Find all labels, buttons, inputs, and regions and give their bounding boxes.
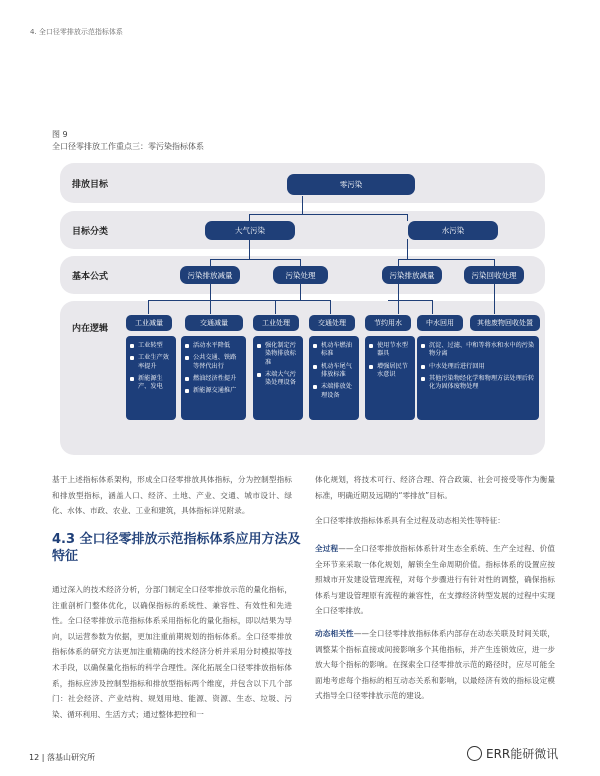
node-water-pollution: 水污染 xyxy=(408,221,498,240)
logic-water-saving: 节约用水 xyxy=(365,315,411,331)
band-label: 目标分类 xyxy=(72,227,109,237)
list-item: 机动车尾气排放标准 xyxy=(313,363,355,380)
panel-reclaimed-water xyxy=(417,336,539,420)
section-heading: 4.3 全口径零排放示范指标体系应用方法及特征 xyxy=(52,532,301,564)
figure-title: 全口径零排放工作重点三：零污染指标体系 xyxy=(52,142,204,151)
list-item: 机动车燃油标准 xyxy=(313,342,355,359)
band-label: 排放目标 xyxy=(72,180,109,190)
pollution-indicator-diagram xyxy=(60,163,545,455)
paragraph-text: ——全口径零排放指标体系内部存在动态关联及时间关联，调整某个指标直接或间接影响多个其他指标，并产生连锁效应，进一步放大每个指标的影响。在探索全口径零排放示范的路径时，应尽可能全面地考虑每个指标的相互动态关系和影响，以最经济有效的指标设定模式指导全口径零排放示范的建设。 xyxy=(315,629,556,701)
list-item: 新能源交通推广 xyxy=(185,387,242,395)
list-item: 活动水平降低 xyxy=(185,342,242,350)
logic-transport-reduction: 交通减量 xyxy=(185,315,243,331)
list-item: 强化制定污染物排放标准 xyxy=(257,342,299,367)
logic-industry-treatment: 工业处理 xyxy=(253,315,299,331)
watermark xyxy=(467,745,558,762)
logic-reclaimed-water: 中水回用 xyxy=(417,315,463,331)
panel-water-saving xyxy=(365,336,415,420)
node-water-emission-reduction: 污染排放减量 xyxy=(382,266,442,284)
right-paragraph-3 xyxy=(315,541,555,619)
node-water-recycling: 污染回收处理 xyxy=(464,266,524,284)
list-item: 燃油经济性提升 xyxy=(185,375,242,383)
node-zero-pollution: 零污染 xyxy=(287,174,415,195)
node-air-pollution: 大气污染 xyxy=(205,221,295,240)
paragraph-text: ——全口径零排放指标体系针对生态全系统、生产全过程、价值全环节来采取一体化规划，解锁全生命周期价值。指标体系的设置应按照城市开发建设管理流程，对每个步骤进行有针对性的调整，确保指标体系与建设管理原有流程的兼容性，在支撑经济转型发展的过程中实现全口径零排放。 xyxy=(315,544,556,616)
list-item: 工业转型 xyxy=(130,342,172,350)
list-item: 沉淀、过滤、中和等将水和水中的污染物分离 xyxy=(421,342,535,359)
list-item: 末端排放处理设备 xyxy=(313,383,355,400)
term-full-process: 全过程 xyxy=(315,544,339,553)
left-paragraph-1: 基于上述指标体系架构，形成全口径零排放具体指标，分为控制型指标和排放型指标，涵盖人口、经济、土地、产业、交通、城市设计、绿化、水体、市政、农业、工业和建筑，具体指标详见附录。 xyxy=(52,475,292,516)
band-label: 基本公式 xyxy=(72,272,109,282)
list-item: 使用节水型器具 xyxy=(369,342,411,359)
list-item: 增强居民节水意识 xyxy=(369,363,411,380)
node-air-emission-reduction: 污染排放减量 xyxy=(180,266,240,284)
page-footer: 12 | 落基山研究所 xyxy=(29,753,95,762)
wechat-icon xyxy=(467,746,482,761)
list-item: 工业生产效率提升 xyxy=(130,354,172,371)
watermark-text: ERR能研微讯 xyxy=(486,747,559,761)
running-header: 4. 全口径零排放示范指标体系 xyxy=(30,28,123,36)
panel-industry-treatment xyxy=(253,336,303,420)
right-paragraph-4 xyxy=(315,626,555,704)
logic-transport-treatment: 交通处理 xyxy=(309,315,355,331)
logic-industry-reduction: 工业减量 xyxy=(126,315,172,331)
right-paragraph-1: 体化规划，将技术可行、经济合理、符合政策、社会可接受等作为衡量标准，明确近期及远期的“零排放”目标。 xyxy=(315,475,555,500)
band-label: 内在逻辑 xyxy=(72,324,109,334)
panel-transport-treatment xyxy=(309,336,359,420)
term-dynamic-correlation: 动态相关性 xyxy=(315,629,354,638)
list-item: 其他污染物经化学和物理方法处理后转化为固体废物处理 xyxy=(421,375,535,392)
left-paragraph-2: 通过深入的技术经济分析，分部门制定全口径零排放示范的量化指标，注重剖析门整体优化，以确保指标的系统性、兼容性、有效性和先进性。全口径零排放示范指标体系采用指标化的量化指标，即以结果为导向，以运营参数为依据，更加注重前期规划的指标体系。全口径零排放指标体系的研究方法更加注重精确的技术经济分析并采用分时模拟等技术手段，以确保量化指标的科学合理性。深化拓展全口径零排放指标体系，指标应涉及控制型指标和排放型指标两个维度，并包含以下几个部门：社会经济、产业结构、规划用地、能源、资源、生态、垃圾、污染、循环利用、生活方式；通过整体把控和一 xyxy=(52,585,292,719)
right-paragraph-2: 全口径零排放指标体系具有全过程及动态相关性等特征： xyxy=(315,516,505,525)
list-item: 公共交通、铁路等替代出行 xyxy=(185,354,242,371)
list-item: 新能源生产、发电 xyxy=(130,375,172,392)
list-item: 末端大气污染处理设备 xyxy=(257,371,299,388)
logic-waste-recycling: 其他废物回收处置 xyxy=(470,315,540,331)
figure-label: 图 9 xyxy=(52,130,68,139)
panel-transport-reduction xyxy=(181,336,246,420)
node-air-treatment: 污染处理 xyxy=(273,266,328,284)
list-item: 中水处理后进行回用 xyxy=(421,363,535,371)
panel-industry-reduction xyxy=(126,336,176,420)
